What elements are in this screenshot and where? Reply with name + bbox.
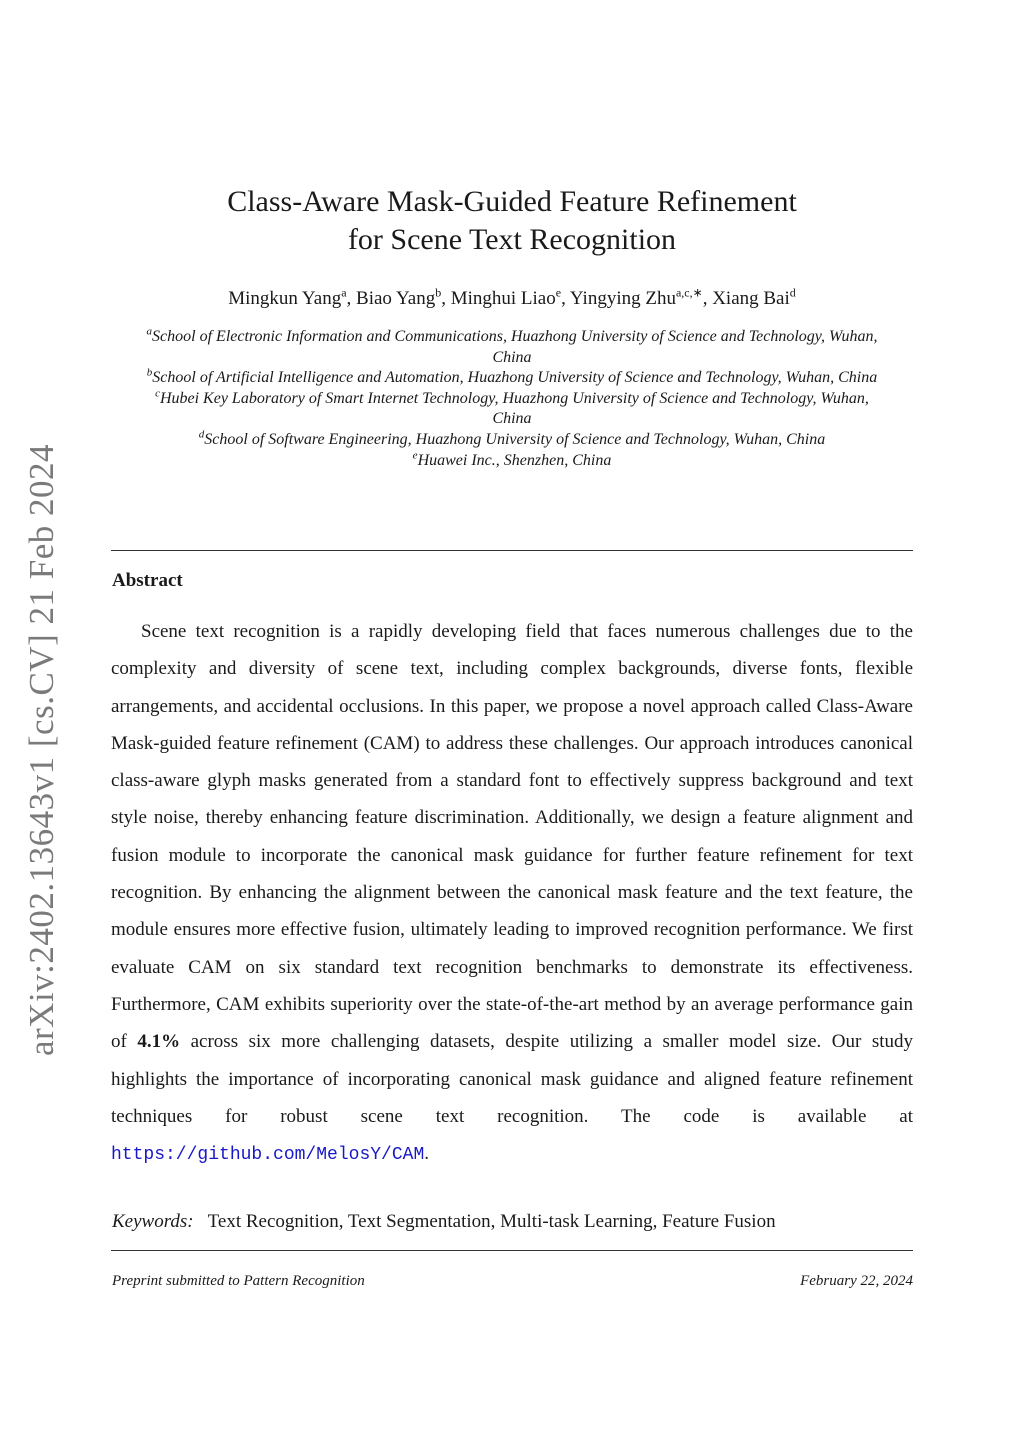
author-separator: ,: [702, 288, 713, 309]
author-affiliation-mark: a: [341, 285, 347, 300]
author-affiliation-mark: a,c,∗: [675, 285, 703, 300]
affiliation-mark: e: [412, 449, 418, 462]
author-affiliation-mark: b: [435, 285, 442, 300]
abstract-heading: Abstract: [112, 570, 183, 591]
affiliation-mark: b: [146, 366, 153, 379]
abstract-body: [111, 613, 913, 1174]
code-repository-link[interactable]: https://github.com/MelosY/CAM: [111, 1145, 425, 1166]
affiliation-item: [140, 451, 884, 472]
abstract-text: across six more challenging datasets, despite utilizing a smaller model size. Our study highlights the importance of incorporating canonical mask guidance and aligned feature refinement techniques for robust scene text recognition. The code is available at: [111, 1031, 913, 1127]
affiliation-list: [140, 327, 884, 471]
affiliation-text: Huawei Inc., Shenzhen, China: [417, 451, 612, 469]
author-separator: ,: [441, 288, 451, 309]
paper-title-line-1: Class-Aware Mask-Guided Feature Refinement: [227, 185, 797, 218]
affiliation-text: School of Artificial Intelligence and Automation, Huazhong University of Science and Technology, Wuhan, China: [152, 369, 878, 387]
affiliation-text: School of Electronic Information and Communications, Huazhong University of Science and Technology, Wuhan, China: [152, 328, 878, 366]
author-name: Biao Yang: [356, 288, 436, 309]
author-name: Xiang Bai: [712, 288, 790, 309]
author-separator: ,: [346, 288, 357, 309]
footer-date: February 22, 2024: [800, 1273, 913, 1289]
abstract-top-rule: [111, 550, 913, 551]
affiliation-item: [140, 389, 884, 430]
keywords-text: Text Recognition, Text Segmentation, Multi-task Learning, Feature Fusion: [207, 1211, 776, 1232]
arxiv-identifier-stamp: arXiv:2402.13643v1 [cs.CV] 21 Feb 2024: [22, 443, 61, 1057]
paper-title-line-2: for Scene Text Recognition: [347, 223, 677, 256]
abstract-highlight-value: 4.1%: [137, 1031, 181, 1053]
keywords-label: Keywords:: [112, 1211, 194, 1232]
author-separator: ,: [561, 288, 570, 309]
affiliation-text: Hubei Key Laboratory of Smart Internet Technology, Huazhong University of Science and Technology, Wuhan, China: [159, 389, 869, 428]
affiliation-mark: c: [155, 387, 160, 400]
abstract-text: Scene text recognition is a rapidly developing field that faces numerous challenges due to the complexity and diversity of scene text, including complex backgrounds, diverse fonts, flexible arrangements, and accidental occlusions. In this paper, we propose a novel approach called Class-Aware Mask-guided feature refinement (CAM) to address these challenges. Our approach introduces canonical class-aware glyph masks generated from a standard font to effectively suppress background and text style noise, thereby enhancing feature discrimination. Additionally, we design a feature alignment and fusion module to incorporate the canonical mask guidance for further feature refinement for text recognition. By enhancing the alignment between the canonical mask feature and the text feature, the module ensures more effective fusion, ultimately leading to improved recognition performance. We first evaluate CAM on six standard text recognition benchmarks to demonstrate its effectiveness. Furthermore, CAM exhibits superiority over the state-of-the-art method by an average performance gain of: [111, 621, 913, 1053]
footer-submission-note: Preprint submitted to Pattern Recognition: [112, 1273, 365, 1289]
paper-title: [0, 183, 1024, 259]
author-affiliation-mark: d: [789, 285, 796, 300]
keywords-line: [112, 1211, 776, 1233]
affiliation-item: [140, 368, 884, 389]
abstract-text: .: [424, 1143, 430, 1165]
affiliation-mark: a: [146, 325, 153, 338]
abstract-bottom-rule: [111, 1250, 913, 1251]
affiliation-mark: d: [198, 428, 205, 441]
affiliation-item: [140, 430, 884, 451]
author-name: Minghui Liao: [450, 288, 556, 309]
author-name: Mingkun Yang: [228, 288, 342, 309]
author-affiliation-mark: e: [555, 285, 562, 300]
author-name: Yingying Zhu: [569, 288, 676, 309]
author-list: [0, 287, 1024, 311]
affiliation-item: [140, 327, 884, 368]
affiliation-text: School of Software Engineering, Huazhong University of Science and Technology, Wuhan, China: [204, 430, 826, 448]
